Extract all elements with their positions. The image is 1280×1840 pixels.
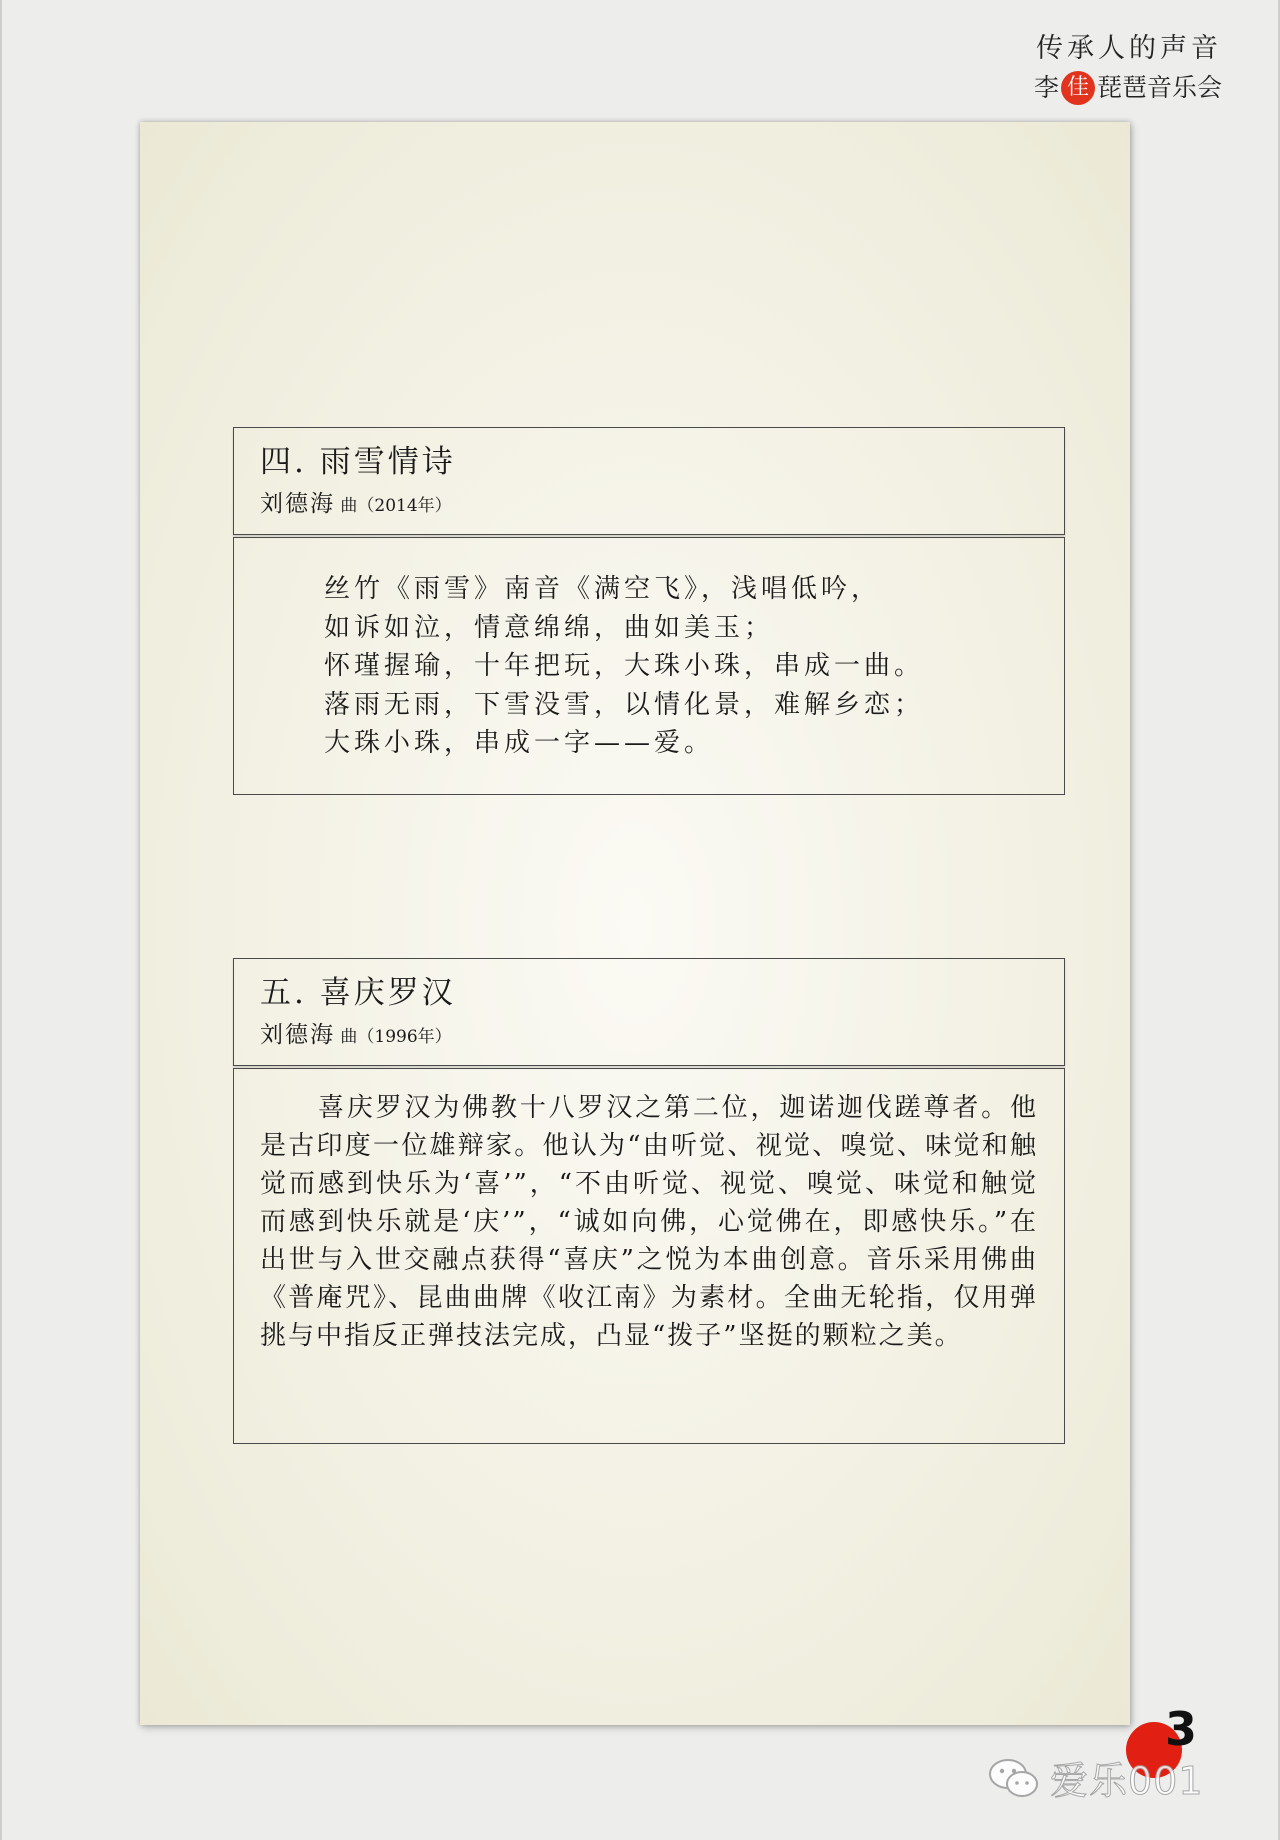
poem-line: 怀瑾握瑜，十年把玩，大珠小珠，串成一曲。 bbox=[324, 651, 925, 681]
piece-header bbox=[233, 958, 1065, 1066]
concert-brand bbox=[1034, 30, 1222, 108]
piece-title: 五. 喜庆罗汉 bbox=[260, 975, 456, 1011]
piece-4 bbox=[233, 427, 1065, 795]
poem-line: 落雨无雨，下雪没雪，以情化景，难解乡恋； bbox=[324, 689, 925, 720]
piece-credit bbox=[260, 1017, 1038, 1055]
poem-line: 如诉如泣，情意绵绵，曲如美玉； bbox=[324, 612, 775, 643]
wechat-icon bbox=[986, 1756, 1042, 1800]
concert-title-highlight: 佳 bbox=[1061, 71, 1095, 105]
piece-5 bbox=[233, 958, 1065, 1444]
piece-description bbox=[233, 537, 1065, 795]
piece-description: 喜庆罗汉为佛教十八罗汉之第二位，迦诺迦伐蹉尊者。他是古印度一位雄辩家。他认为“由听觉、视觉、嗅觉、味觉和触觉而感到快乐为‘喜’”，“不由听觉、视觉、嗅觉、味觉和触觉而感到快乐就是‘庆’”，“诚如向佛，心觉佛在，即感快乐。”在出世与入世交融点获得“喜庆”之悦为本曲创意。音乐采用佛曲《普庵咒》、昆曲曲牌《收江南》为素材。全曲无轮指，仅用弹挑与中指反正弹技法完成，凸显“拨子”坚挺的颗粒之美。 bbox=[233, 1068, 1065, 1444]
concert-title-suffix: 琵琶音乐会 bbox=[1096, 73, 1222, 102]
piece-header bbox=[233, 427, 1065, 535]
poem-line: 大珠小珠，串成一字——爱。 bbox=[324, 728, 715, 758]
piece-title: 四. 雨雪情诗 bbox=[260, 444, 456, 480]
composer-name: 刘德海 bbox=[260, 491, 335, 517]
wechat-watermark bbox=[986, 1750, 1204, 1805]
page-number: 3 bbox=[1165, 1702, 1198, 1756]
brand-tagline: 传承人的声音 bbox=[1036, 33, 1222, 64]
poem-line: 丝竹《雨雪》南音《满空飞》，浅唱低吟， bbox=[324, 574, 882, 604]
piece-credit bbox=[260, 486, 1038, 524]
watermark-text: 爱乐001 bbox=[1050, 1759, 1204, 1803]
program-sheet bbox=[140, 122, 1130, 1725]
concert-title-prefix: 李 bbox=[1033, 73, 1059, 102]
concert-title bbox=[1034, 68, 1222, 108]
composer-year: 曲（1996年） bbox=[335, 1027, 452, 1047]
composer-year: 曲（2014年） bbox=[335, 496, 452, 516]
composer-name: 刘德海 bbox=[260, 1022, 335, 1048]
